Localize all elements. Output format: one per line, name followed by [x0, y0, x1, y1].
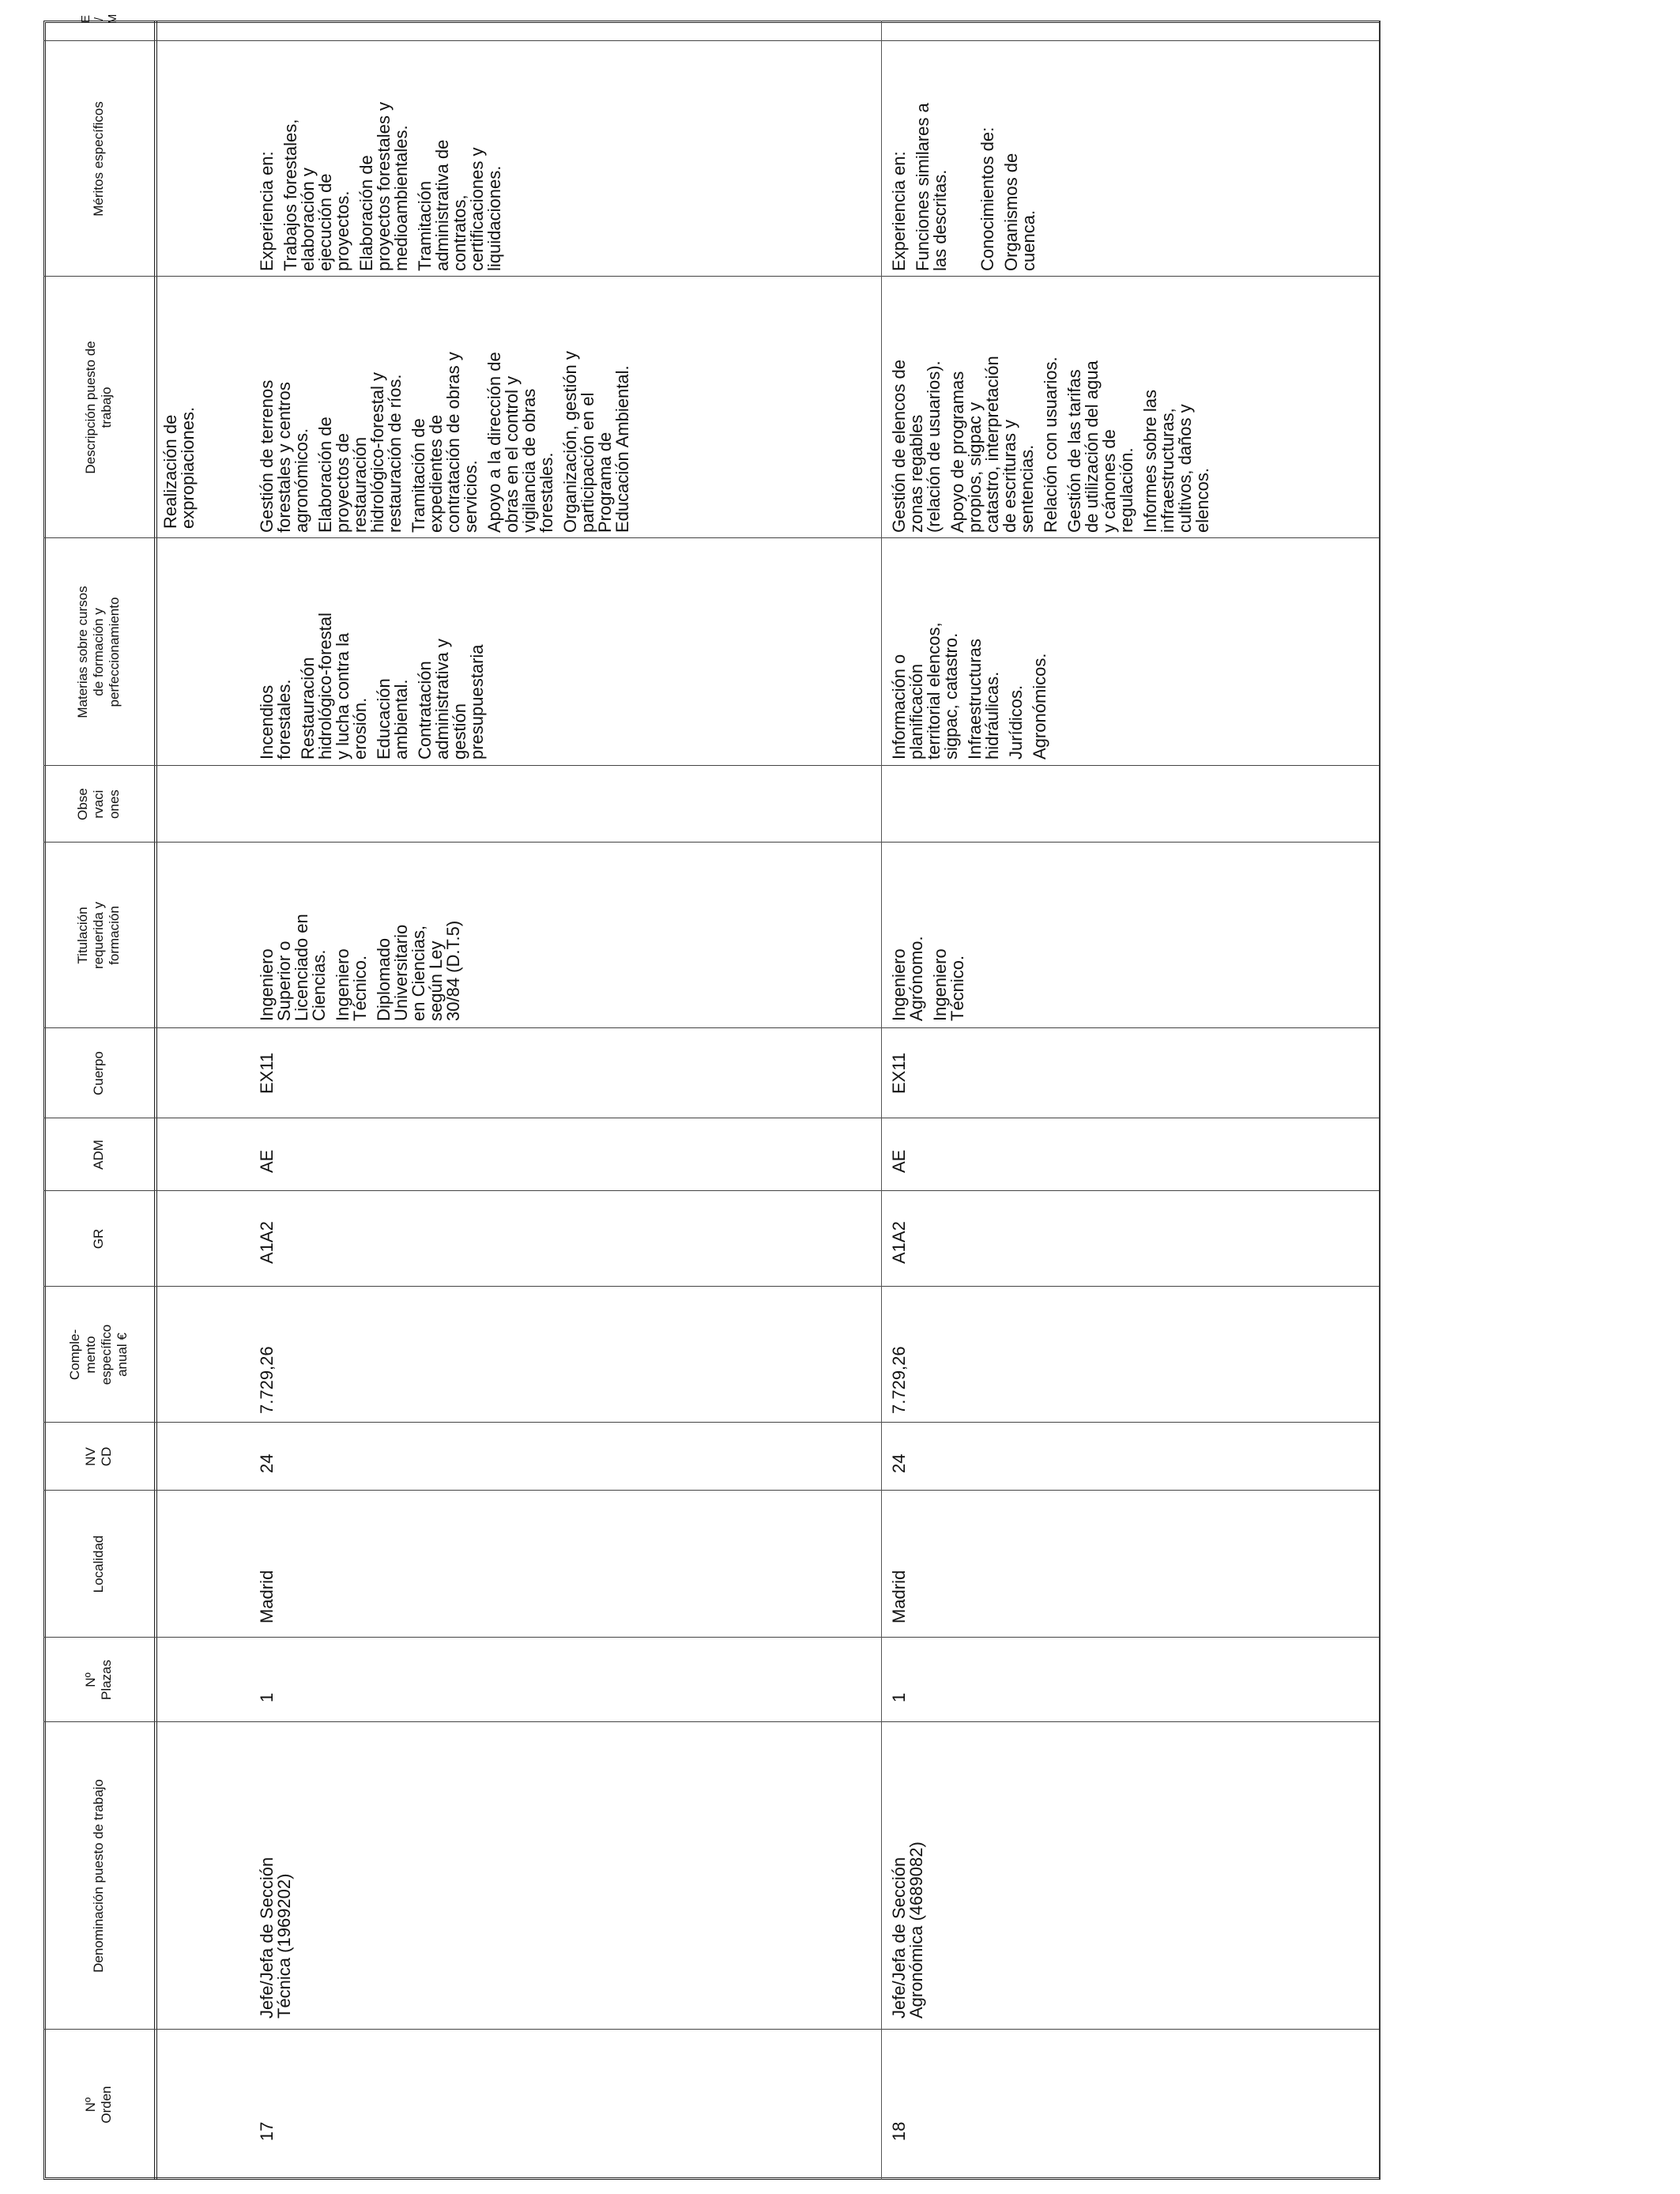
row-orden: 18 — [889, 2121, 909, 2141]
row-descripcion: Gestión de elencos de zonas regables (relación de usuarios). Apoyo de programas propios, sigpac y catastro, interpretación de escrituras y sentencias. Relación con usuarios. Gestión de las tarifas de utilización del agua y cánones de regulación. Informes sobre las infraestructuras, cultivos, daños y elencos. — [889, 356, 1212, 533]
row-materias: Información o planificación territorial elencos, sigpac, catastro. Infraestructuras hidráulicas. Jurídicos. Agronómicos. — [889, 622, 1049, 760]
row-localidad: Madrid — [257, 1570, 277, 1623]
positions-table — [43, 13, 1379, 2180]
header-nivel: NV CD — [83, 1446, 114, 1467]
row-meritos: Experiencia en: Trabajos forestales, elaboración y ejecución de proyectos. Elaboración de proyectos forestales y medioambientales. Tramitación administrativa de contratos, certificaciones y liquidaciones. — [257, 102, 504, 271]
header-localidad: Localidad — [91, 1535, 106, 1593]
row-titulacion: Ingeniero Agrónomo. Ingeniero Técnico. — [889, 936, 967, 1021]
header-orden: Nº Orden — [83, 2086, 114, 2124]
row-cuerpo: EX11 — [257, 1052, 277, 1094]
continuation-descripcion: Realización de expropiaciones. — [160, 406, 198, 529]
header-materias: Materias sobre cursos de formación y perfeccionamiento — [75, 586, 122, 718]
row-meritos: Experiencia en: Funciones similares a las descritas. Conocimientos de: Organismos de cuenca. — [889, 103, 1038, 271]
row-plazas: 1 — [257, 1692, 277, 1702]
header-cuerpo: Cuerpo — [91, 1051, 106, 1095]
row-denominacion: Jefe/Jefa de Sección Técnica (1969202) — [257, 1857, 294, 2019]
row-cuerpo: EX11 — [889, 1052, 909, 1094]
row-nivel: 24 — [889, 1453, 909, 1473]
header-complemento: Comple- mento específico anual € — [67, 1324, 130, 1385]
header-meritos: Méritos específicos — [91, 101, 106, 217]
header-descripcion: Descripción puesto de trabajo — [83, 341, 114, 474]
row-adm: AE — [889, 1149, 909, 1173]
row-orden: 17 — [257, 2121, 277, 2141]
row-denominacion: Jefe/Jefa de Sección Agronómica (4689082) — [889, 1842, 926, 2019]
row-titulacion: Ingeniero Superior o Licenciado en Ciencias. Ingeniero Técnico. Diplomado Universitario en Ciencias, según Ley 30/84 (D.T.5) — [257, 914, 463, 1021]
header-em: E / M — [78, 13, 119, 25]
header-denominacion: Denominación puesto de trabajo — [91, 1779, 106, 1973]
row-grupo: A1A2 — [257, 1221, 277, 1264]
row-complemento: 7.729,26 — [257, 1346, 277, 1414]
header-grupo: GR — [91, 1228, 106, 1250]
row-nivel: 24 — [257, 1453, 277, 1473]
row-adm: AE — [257, 1149, 277, 1173]
header-titulacion: Titulación requerida y formación — [75, 901, 122, 970]
row-materias: Incendios forestales. Restauración hidrológico-forestal y lucha contra la erosión. Educación ambiental. Contratación administrativa y gestión presupuestaria — [257, 613, 487, 760]
row-grupo: A1A2 — [889, 1221, 909, 1264]
row-localidad: Madrid — [889, 1570, 909, 1623]
row-plazas: 1 — [889, 1692, 909, 1702]
row-complemento: 7.729,26 — [889, 1346, 909, 1414]
header-plazas: Nº Plazas — [83, 1659, 114, 1701]
header-observaciones: Obse rvaci ones — [75, 788, 122, 820]
row-descripcion: Gestión de terrenos forestales y centros agronómicos. Elaboración de proyectos de restauración hidrológico-forestal y restauración de ríos. Tramitación de expedientes de contratación de obras y servicios. Apoyo a la dirección de obras en el control y vigilancia de obras forestales. Organización, gestión y participación en el Programa de Educación Ambiental. — [257, 351, 632, 533]
header-adm: ADM — [91, 1140, 106, 1170]
